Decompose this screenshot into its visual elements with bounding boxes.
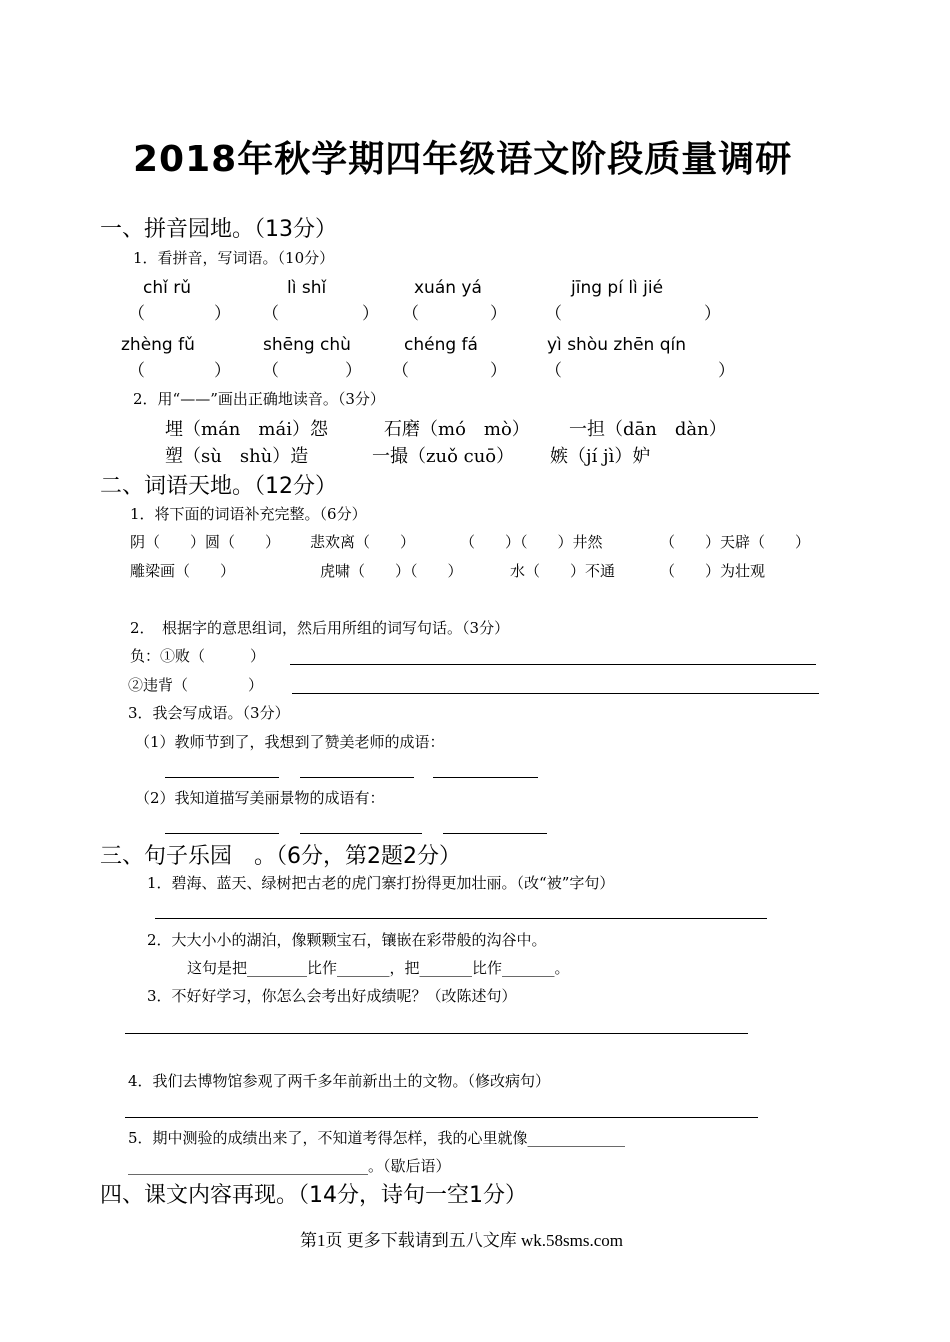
question-1-2: 2．用“——”画出正确地读音。（3分）	[133, 390, 385, 408]
answer-line[interactable]	[165, 777, 279, 778]
idiom-fill[interactable]: 阴（ ）圆（ ）	[130, 533, 281, 551]
answer-line[interactable]	[125, 1117, 758, 1118]
question-2-3: 3．我会写成语。（3分）	[128, 704, 290, 722]
reading-item[interactable]: 一撮（zuǒ cuō）	[372, 446, 515, 467]
pinyin-5: zhèng fǔ	[121, 335, 195, 355]
question-2-2: 2． 根据字的意思组词，然后用所组的词写句话。（3分）	[130, 619, 510, 637]
answer-line[interactable]	[155, 918, 767, 919]
question-3-3: 3．不好好学习，你怎么会考出好成绩呢？（改陈述句）	[147, 987, 517, 1005]
question-2-3-1: （1）教师节到了，我想到了赞美老师的成语：	[135, 733, 445, 751]
answer-line[interactable]	[165, 833, 279, 834]
pinyin-6: shēng chù	[263, 335, 351, 355]
idiom-fill[interactable]: 虎啸（ ）（ ）	[320, 562, 463, 580]
section-heading-sentences: 三、句子乐园 。（6分，第2题2分）	[100, 844, 461, 869]
answer-blank-open[interactable]: （	[545, 304, 562, 324]
answer-blank-close: ）	[490, 304, 507, 324]
reading-item[interactable]: 嫉（jí jì）妒	[550, 446, 651, 467]
idiom-fill[interactable]: 水（ ）不通	[510, 562, 616, 580]
reading-item[interactable]: 塑（sù shù）造	[165, 446, 309, 467]
idiom-fill[interactable]: 雕梁画（ ）	[130, 562, 236, 580]
answer-blank-close: ）	[718, 361, 735, 381]
pinyin-2: lì shǐ	[287, 278, 327, 298]
reading-item[interactable]: 一担（dān dàn）	[569, 419, 727, 440]
answer-line[interactable]	[443, 833, 547, 834]
question-3-2: 2．大大小小的湖泊，像颗颗宝石，镶嵌在彩带般的沟谷中。	[147, 931, 547, 949]
question-3-2-fill[interactable]: 这句是把________比作_______，把_______比作_______。	[187, 959, 570, 977]
page-footer: 第1页 更多下载请到五八文库 wk.58sms.com	[300, 1231, 623, 1250]
answer-blank-close: ）	[490, 361, 507, 381]
question-3-5[interactable]: 5．期中测验的成绩出来了，不知道考得怎样，我的心里就像_____________	[128, 1129, 626, 1147]
idiom-fill[interactable]: （ ）天辟（ ）	[660, 533, 811, 551]
answer-blank-open[interactable]: （	[392, 361, 409, 381]
pinyin-3: xuán yá	[414, 278, 482, 298]
answer-blank-close: ）	[704, 304, 721, 324]
answer-blank-open[interactable]: （	[545, 361, 562, 381]
pinyin-7: chéng fá	[404, 335, 478, 355]
answer-blank-open[interactable]: （	[128, 304, 145, 324]
question-1-1: 1．看拼音，写词语。（10分）	[133, 249, 335, 267]
idiom-fill[interactable]: 悲欢离（ ）	[310, 533, 416, 551]
idiom-fill[interactable]: （ ）为壮观	[660, 562, 766, 580]
pinyin-1: chǐ rǔ	[143, 278, 192, 298]
word-meaning-2[interactable]: ②违背（ ）	[128, 676, 264, 694]
answer-blank-close: ）	[214, 304, 231, 324]
answer-blank-open[interactable]: （	[402, 304, 419, 324]
idiom-fill[interactable]: （ ）（ ）井然	[460, 533, 603, 551]
section-heading-recall: 四、课文内容再现。（14分，诗句一空1分）	[100, 1183, 527, 1208]
section-heading-words: 二、词语天地。（12分）	[100, 474, 337, 499]
question-3-4: 4．我们去博物馆参观了两千多年前新出土的文物。（修改病句）	[128, 1072, 551, 1090]
question-3-5-fill[interactable]: ________________________________。（歇后语）	[128, 1157, 451, 1175]
answer-line[interactable]	[300, 833, 422, 834]
question-2-1: 1．将下面的词语补充完整。（6分）	[130, 505, 367, 523]
answer-blank-close: ）	[362, 304, 379, 324]
answer-blank-close: ）	[345, 361, 362, 381]
reading-item[interactable]: 埋（mán mái）怨	[165, 419, 328, 440]
answer-blank-open[interactable]: （	[262, 361, 279, 381]
answer-line[interactable]	[290, 664, 816, 665]
question-2-3-2: （2）我知道描写美丽景物的成语有：	[135, 789, 385, 807]
reading-item[interactable]: 石磨（mó mò）	[384, 419, 530, 440]
answer-line[interactable]	[292, 693, 819, 694]
pinyin-8: yì shòu zhēn qín	[547, 335, 687, 355]
page-title: 2018年秋学期四年级语文阶段质量调研	[133, 139, 793, 180]
answer-line[interactable]	[300, 777, 414, 778]
answer-blank-open[interactable]: （	[262, 304, 279, 324]
answer-line[interactable]	[433, 777, 538, 778]
question-3-1: 1．碧海、蓝天、绿树把古老的虎门寨打扮得更加壮丽。（改“被”字句）	[147, 874, 615, 892]
answer-line[interactable]	[125, 1033, 748, 1034]
section-heading-pinyin: 一、拼音园地。（13分）	[100, 217, 337, 242]
word-meaning-1[interactable]: 负：①败（ ）	[130, 647, 266, 665]
answer-blank-close: ）	[214, 361, 231, 381]
answer-blank-open[interactable]: （	[128, 361, 145, 381]
pinyin-4: jīng pí lì jié	[571, 278, 664, 298]
